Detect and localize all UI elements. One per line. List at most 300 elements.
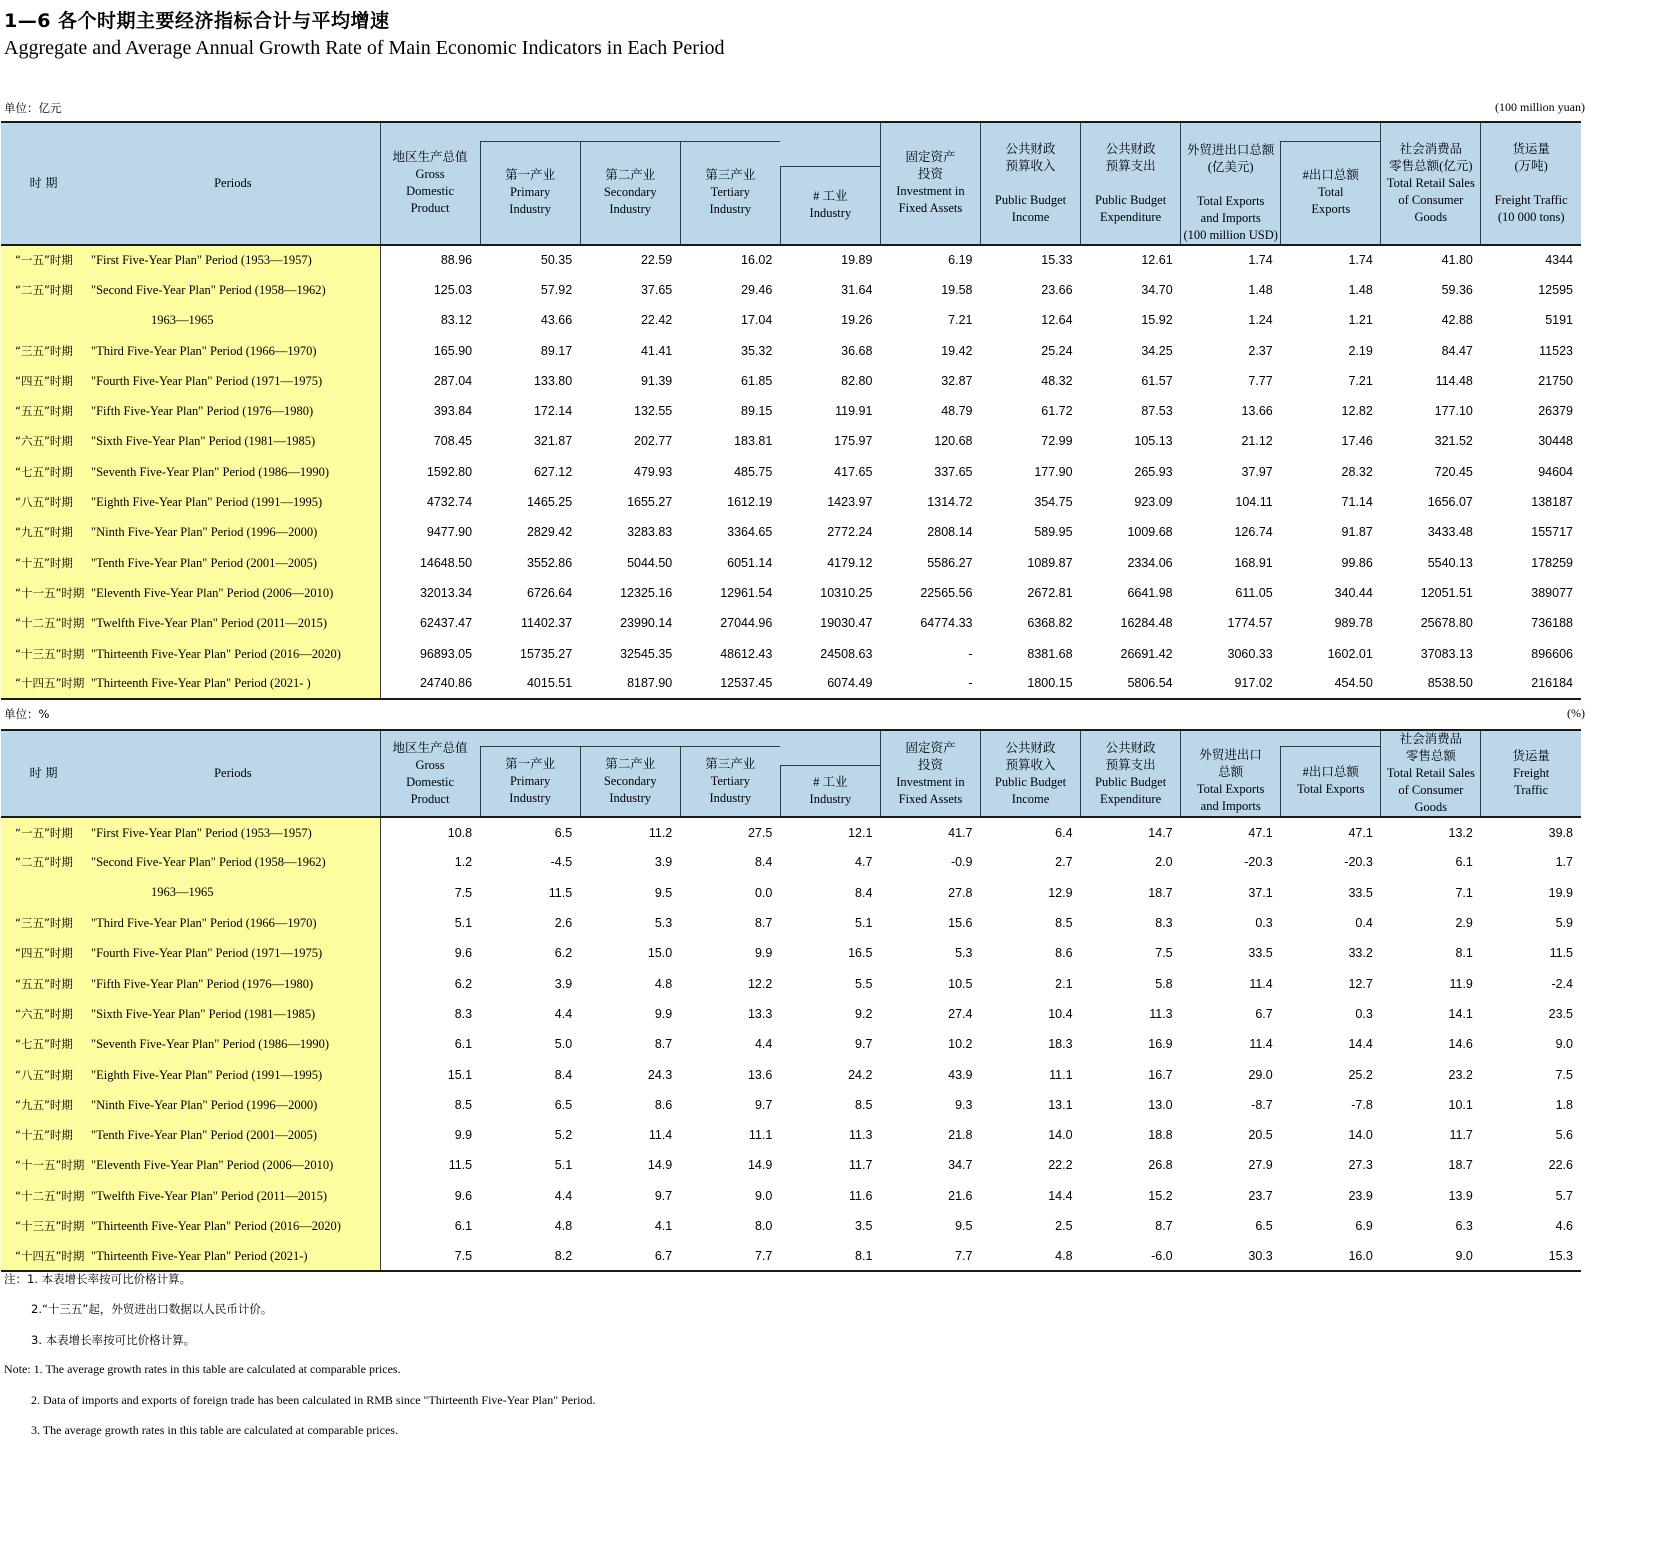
value-cell: 4.8: [654, 976, 673, 991]
value-cell: 1.48: [1348, 282, 1373, 297]
value-cell: 14.9: [747, 1158, 773, 1173]
value-cell: 177.90: [1034, 464, 1073, 479]
value-cell: 19.58: [941, 282, 973, 297]
header-industry: # 工业 Industry: [780, 167, 880, 245]
value-cell: 2808.14: [927, 525, 973, 540]
value-cell: 19.26: [841, 313, 873, 328]
value-cell: 178259: [1531, 555, 1573, 570]
value-cell: 20.5: [1248, 1128, 1273, 1143]
period-label-cn: “一五”时期: [15, 825, 73, 840]
value-cell: 13.0: [1148, 1097, 1173, 1112]
value-cell: 104.11: [1235, 495, 1273, 510]
value-cell: 1423.97: [827, 495, 873, 510]
period-cell: [1, 638, 380, 668]
table-row: [1, 275, 1581, 305]
period-label-en: "Eleventh Five-Year Plan" Period (2006—2010): [91, 1158, 334, 1173]
value-cell: 23.9: [1348, 1188, 1373, 1203]
table-row: [1, 1241, 1581, 1271]
value-cell: 23.5: [1548, 1006, 1573, 1021]
value-cell: 2.0: [1155, 855, 1173, 870]
value-cell: 2.19: [1348, 343, 1373, 358]
header-gdp: 地区生产总值 Gross Domestic Product: [380, 730, 480, 817]
value-cell: 57.92: [540, 282, 573, 297]
value-cell: 39.8: [1481, 817, 1581, 847]
value-cell: 23990.14: [620, 616, 673, 631]
value-cell: 989.78: [1334, 616, 1373, 631]
value-cell: 21.12: [1241, 434, 1273, 449]
value-cell: 12.61: [1081, 245, 1181, 275]
value-cell: 24.2: [848, 1067, 873, 1082]
header-budget-expenditure: 公共财政 预算支出 Public Budget Expenditure: [1081, 730, 1181, 817]
table-row: [1, 487, 1581, 517]
value-cell: 5.3: [654, 916, 673, 931]
value-cell: 165.90: [433, 343, 473, 358]
value-cell: 41.80: [1381, 245, 1481, 275]
value-cell: 1612.19: [727, 495, 773, 510]
value-cell: 13.6: [747, 1067, 773, 1082]
value-cell: -0.9: [950, 855, 973, 870]
value-cell: 10.1: [1448, 1097, 1473, 1112]
period-label-en: "Eighth Five-Year Plan" Period (1991—1995): [91, 495, 323, 510]
header-budget-income: 公共财政 预算收入 Public Budget Income: [980, 730, 1080, 817]
value-cell: 1314.72: [927, 495, 973, 510]
header-primary: 第一产业 Primary Industry: [480, 142, 580, 245]
value-cell: 7.7: [680, 1241, 780, 1271]
value-cell: 2.37: [1248, 343, 1273, 358]
value-cell: 2.5: [1055, 1219, 1073, 1233]
period-cell: [1, 335, 380, 365]
value-cell: 26691.42: [1120, 646, 1173, 661]
period-cell: [1, 1211, 380, 1241]
period-label-en: "First Five-Year Plan" Period (1953—1957): [91, 825, 312, 840]
table-row: [1, 1120, 1581, 1150]
header-secondary: 第二产业 Secondary Industry: [580, 142, 680, 245]
value-cell: 6.9: [1355, 1219, 1373, 1233]
value-cell: 12.9: [1048, 885, 1073, 900]
header-budget-income: 公共财政 预算收入 Public Budget Income: [980, 122, 1080, 245]
value-cell: 3433.48: [1427, 525, 1473, 540]
value-cell: 8.4: [754, 855, 773, 870]
value-cell: 923.09: [1134, 495, 1173, 510]
value-cell: 29.0: [1248, 1067, 1273, 1082]
value-cell: 50.35: [480, 245, 580, 275]
value-cell: 23.2: [1448, 1067, 1473, 1082]
value-cell: 11.7: [849, 1158, 873, 1173]
value-cell: 14.1: [1448, 1006, 1473, 1021]
value-cell: 1592.80: [426, 464, 473, 479]
value-cell: 15735.27: [520, 646, 573, 661]
value-cell: 9.7: [855, 1037, 873, 1052]
value-cell: 5.2: [554, 1128, 573, 1143]
period-cell: [1, 305, 380, 335]
value-cell: 8.5: [1055, 916, 1073, 931]
header-exports: #出口总额 Total Exports: [1281, 746, 1381, 817]
period-cell: [1, 1181, 380, 1211]
value-cell: 25.24: [1041, 343, 1073, 358]
period-cell: [1, 487, 380, 517]
value-cell: 5.0: [554, 1037, 573, 1052]
value-cell: 1.7: [1555, 855, 1573, 870]
value-cell: 22.6: [1548, 1158, 1573, 1173]
table-row: [1, 968, 1581, 998]
value-cell: 1009.68: [1127, 525, 1173, 540]
value-cell: 26.8: [1148, 1158, 1173, 1173]
value-cell: 6051.14: [727, 555, 773, 570]
period-label-cn: “五五”时期: [15, 404, 73, 419]
value-cell: 32545.35: [620, 646, 673, 661]
value-cell: 172.14: [533, 404, 573, 419]
value-cell: 8.5: [855, 1097, 873, 1112]
period-label-cn: “十一五”时期: [15, 1158, 85, 1173]
value-cell: 11.1: [1049, 1067, 1073, 1082]
value-cell: 2.1: [1055, 976, 1073, 991]
value-cell: 9.9: [654, 1006, 673, 1021]
value-cell: 9.5: [955, 1219, 973, 1233]
value-cell: 155717: [1531, 525, 1573, 540]
value-cell: 1656.07: [1427, 495, 1473, 510]
value-cell: 9.9: [454, 1128, 473, 1143]
table1-unit-cn: 单位：亿元: [4, 101, 62, 115]
value-cell: 3552.86: [526, 555, 573, 570]
period-cell: [1, 366, 380, 396]
period-label-cn: “十二五”时期: [15, 1188, 85, 1203]
value-cell: 48.79: [941, 404, 973, 419]
period-label-cn: “十四五”时期: [15, 1248, 85, 1263]
table1-body: [1, 245, 1581, 699]
table2-growth-rate: [1, 729, 1581, 1272]
value-cell: 14.6: [1448, 1037, 1473, 1052]
value-cell: 6.5: [1255, 1219, 1273, 1233]
value-cell: 5.1: [855, 916, 873, 931]
table-row: [1, 1211, 1581, 1241]
value-cell: -4.5: [550, 855, 573, 870]
period-cell: [1, 517, 380, 547]
value-cell: 720.45: [1434, 464, 1473, 479]
table-row: [1, 457, 1581, 487]
value-cell: 8.3: [1155, 916, 1173, 931]
value-cell: 6641.98: [1127, 585, 1173, 600]
value-cell: 265.93: [1134, 464, 1173, 479]
value-cell: 1602.01: [1327, 646, 1373, 661]
value-cell: 37.97: [1241, 464, 1273, 479]
period-cell: [1, 847, 380, 877]
value-cell: 5.1: [454, 916, 473, 931]
value-cell: 6.1: [454, 1037, 473, 1052]
table2-unit-cn: 单位：%: [4, 707, 50, 721]
value-cell: 96893.05: [419, 646, 473, 661]
table-row: [1, 1029, 1581, 1059]
value-cell: 6.3: [1455, 1219, 1473, 1233]
value-cell: 9.2: [855, 1006, 873, 1021]
period-label-en: "Third Five-Year Plan" Period (1966—1970): [91, 343, 317, 358]
period-label-en: "Fourth Five-Year Plan" Period (1971—1975): [91, 373, 323, 388]
value-cell: 24.3: [647, 1067, 673, 1082]
value-cell: 611.05: [1235, 585, 1273, 600]
value-cell: 59.36: [1441, 282, 1473, 297]
value-cell: 88.96: [380, 245, 480, 275]
value-cell: 22.59: [580, 245, 680, 275]
value-cell: 12051.51: [1420, 585, 1473, 600]
period-label-cn: “九五”时期: [15, 525, 73, 540]
period-label-en: 1963—1965: [151, 885, 214, 900]
value-cell: 589.95: [1034, 525, 1073, 540]
value-cell: 5.5: [855, 976, 873, 991]
value-cell: 11.5: [1549, 946, 1573, 961]
value-cell: 11.4: [648, 1128, 673, 1143]
value-cell: 13.2: [1381, 817, 1481, 847]
table-row: [1, 547, 1581, 577]
period-label-cn: “二五”时期: [15, 282, 73, 297]
value-cell: 35.32: [741, 343, 773, 358]
period-label-cn: “十二五”时期: [15, 616, 85, 631]
period-cell: [1, 578, 380, 608]
value-cell: 11.1: [748, 1128, 773, 1143]
value-cell: 5.3: [955, 946, 973, 961]
period-cell: [1, 457, 380, 487]
value-cell: 12537.45: [680, 669, 780, 699]
value-cell: 119.91: [835, 404, 873, 419]
table-row: [1, 305, 1581, 335]
value-cell: 26379: [1538, 404, 1573, 419]
period-label-en: "Tenth Five-Year Plan" Period (2001—2005): [91, 1128, 318, 1143]
header-period-en: Periods: [86, 730, 380, 817]
value-cell: 12.82: [1341, 404, 1373, 419]
value-cell: 22565.56: [920, 585, 973, 600]
value-cell: 3364.65: [727, 525, 773, 540]
value-cell: 337.65: [934, 464, 973, 479]
header-gdp: 地区生产总值 Gross Domestic Product: [380, 122, 480, 245]
period-cell: [1, 426, 380, 456]
value-cell: 4.1: [654, 1219, 673, 1233]
value-cell: 10.8: [380, 817, 480, 847]
value-cell: 15.0: [647, 946, 673, 961]
value-cell: -20.3: [1344, 855, 1373, 870]
table-row: [1, 366, 1581, 396]
note-cn-2: 2.“十三五”起，外贸进出口数据以人民币计价。: [31, 1302, 273, 1316]
value-cell: 89.17: [540, 343, 573, 358]
value-cell: 47.1: [1181, 817, 1281, 847]
value-cell: 3060.33: [1227, 646, 1273, 661]
value-cell: 133.80: [533, 373, 573, 388]
value-cell: 17.46: [1341, 434, 1373, 449]
value-cell: 4.8: [980, 1241, 1080, 1271]
value-cell: 12.7: [1348, 976, 1373, 991]
period-label-en: "Thirteenth Five-Year Plan" Period (2021- ): [91, 676, 311, 691]
period-label-en: "Tenth Five-Year Plan" Period (2001—2005): [91, 555, 318, 570]
value-cell: 27.5: [680, 817, 780, 847]
value-cell: 91.87: [1341, 525, 1373, 540]
value-cell: 11.4: [1249, 976, 1273, 991]
period-label-en: "Second Five-Year Plan" Period (1958—1962): [91, 855, 326, 870]
period-cell: [1, 999, 380, 1029]
table-row: [1, 1090, 1581, 1120]
value-cell: 2.6: [554, 916, 573, 931]
value-cell: 177.10: [1434, 404, 1473, 419]
page-title-en: Aggregate and Average Annual Growth Rate of Main Economic Indicators in Each Period: [4, 37, 725, 59]
value-cell: 11.9: [1449, 976, 1473, 991]
value-cell: 479.93: [634, 464, 673, 479]
period-label-en: "Seventh Five-Year Plan" Period (1986—1990): [91, 464, 330, 479]
period-label-en: "Thirteenth Five-Year Plan" Period (2016—2020): [91, 1219, 341, 1233]
header-fixed-assets: 固定资产 投资 Investment in Fixed Assets: [880, 122, 980, 245]
value-cell: 21.6: [948, 1188, 973, 1203]
value-cell: 9.3: [955, 1097, 973, 1112]
value-cell: 9.9: [754, 946, 773, 961]
value-cell: 5191: [1545, 313, 1573, 328]
period-label-en: "Twelfth Five-Year Plan" Period (2011—2015): [91, 616, 328, 631]
value-cell: 2.9: [1455, 916, 1473, 931]
value-cell: 8187.90: [580, 669, 680, 699]
table-row: [1, 999, 1581, 1029]
value-cell: 72.99: [1041, 434, 1073, 449]
period-label-cn: “六五”时期: [15, 434, 73, 449]
period-label-cn: “十五”时期: [15, 555, 73, 570]
value-cell: 7.7: [880, 1241, 980, 1271]
table-row: [1, 517, 1581, 547]
value-cell: 1.2: [454, 855, 473, 870]
value-cell: 31.64: [841, 282, 873, 297]
table-row: [1, 638, 1581, 668]
value-cell: 4.4: [554, 1188, 573, 1203]
table-row: [1, 817, 1581, 847]
period-label-cn: “十一五”时期: [15, 585, 85, 600]
note-en-2: 2. Data of imports and exports of foreign trade has been calculated in RMB since "Thirteenth Five-Year Plan" Period.: [31, 1393, 596, 1407]
value-cell: 2334.06: [1127, 555, 1173, 570]
value-cell: 32013.34: [419, 585, 473, 600]
value-cell: 6.5: [480, 817, 580, 847]
value-cell: 10.4: [1048, 1006, 1073, 1021]
value-cell: 216184: [1481, 669, 1581, 699]
value-cell: 42.88: [1441, 313, 1473, 328]
value-cell: 30.3: [1181, 1241, 1281, 1271]
header-freight: 货运量 Freight Traffic: [1481, 730, 1581, 817]
value-cell: 2772.24: [827, 525, 873, 540]
period-label-cn: “五五”时期: [15, 976, 73, 991]
value-cell: 10.2: [948, 1037, 973, 1052]
value-cell: 1089.87: [1027, 555, 1073, 570]
value-cell: 105.13: [1134, 434, 1173, 449]
value-cell: 27.3: [1348, 1158, 1373, 1173]
page-title-cn: 1—6 各个时期主要经济指标合计与平均增速: [4, 10, 390, 32]
value-cell: 83.12: [440, 313, 473, 328]
value-cell: 14.7: [1081, 817, 1181, 847]
value-cell: 9477.90: [426, 525, 473, 540]
table-row: [1, 878, 1581, 908]
value-cell: 202.77: [634, 434, 673, 449]
value-cell: 8.0: [754, 1219, 773, 1233]
value-cell: 8.6: [1055, 946, 1073, 961]
value-cell: 7.1: [1455, 885, 1473, 900]
value-cell: 6368.82: [1027, 616, 1073, 631]
value-cell: 321.87: [533, 434, 573, 449]
value-cell: 12.64: [1041, 313, 1073, 328]
header-trade-total: 外贸进出口 总额 Total Exports and Imports: [1181, 746, 1281, 817]
value-cell: 15.3: [1481, 1241, 1581, 1271]
note-cn-3: 3. 本表增长率按可比价格计算。: [31, 1333, 196, 1347]
value-cell: 4.4: [754, 1037, 773, 1052]
value-cell: 8.2: [480, 1241, 580, 1271]
value-cell: 18.8: [1148, 1128, 1173, 1143]
value-cell: 33.2: [1348, 946, 1373, 961]
value-cell: 7.5: [1155, 946, 1173, 961]
period-label-en: "Seventh Five-Year Plan" Period (1986—1990): [91, 1037, 330, 1052]
period-cell: [1, 878, 380, 908]
value-cell: 4.8: [554, 1219, 573, 1233]
value-cell: 9.0: [1555, 1037, 1573, 1052]
value-cell: 41.41: [640, 343, 673, 358]
value-cell: 5044.50: [627, 555, 673, 570]
value-cell: 91.39: [640, 373, 673, 388]
value-cell: 5.6: [1555, 1128, 1573, 1143]
table2-body: [1, 817, 1581, 1271]
table-row: [1, 608, 1581, 638]
value-cell: 48.32: [1041, 373, 1073, 388]
header-fixed-assets: 固定资产 投资 Investment in Fixed Assets: [880, 730, 980, 817]
value-cell: 24740.86: [380, 669, 480, 699]
value-cell: 15.6: [948, 916, 973, 931]
value-cell: 708.45: [433, 434, 473, 449]
header-period-cn: 时 期: [1, 122, 86, 245]
value-cell: 13.3: [747, 1006, 773, 1021]
value-cell: 14648.50: [419, 555, 473, 570]
value-cell: 4.4: [554, 1006, 573, 1021]
value-cell: 1.8: [1555, 1097, 1573, 1112]
value-cell: 87.53: [1141, 404, 1173, 419]
value-cell: 19.9: [1548, 885, 1573, 900]
value-cell: 14.0: [1048, 1128, 1073, 1143]
value-cell: 37.65: [640, 282, 673, 297]
table-row: [1, 1150, 1581, 1180]
header-budget-expenditure: 公共财政 预算支出 Public Budget Expenditure: [1081, 122, 1181, 245]
value-cell: 5.8: [1155, 976, 1173, 991]
header-period-en: Periods: [86, 122, 380, 245]
value-cell: 11.2: [580, 817, 680, 847]
value-cell: -8.7: [1251, 1097, 1273, 1112]
value-cell: 5.7: [1555, 1188, 1573, 1203]
period-label-cn: “十四五”时期: [15, 676, 85, 691]
period-cell: [1, 396, 380, 426]
value-cell: 11523: [1539, 343, 1573, 358]
value-cell: 13.9: [1448, 1188, 1473, 1203]
header-exports: #出口总额 Total Exports: [1281, 142, 1381, 245]
value-cell: 10.5: [948, 976, 973, 991]
period-cell: [1, 938, 380, 968]
value-cell: 120.68: [934, 434, 973, 449]
value-cell: 1800.15: [980, 669, 1080, 699]
value-cell: 11.5: [448, 1158, 473, 1173]
value-cell: 896606: [1531, 646, 1573, 661]
value-cell: 917.02: [1181, 669, 1281, 699]
value-cell: 16.7: [1148, 1067, 1173, 1082]
value-cell: -6.0: [1081, 1241, 1181, 1271]
period-label-en: "Eleventh Five-Year Plan" Period (2006—2010): [91, 585, 334, 600]
table-row: [1, 396, 1581, 426]
period-cell: [1, 275, 380, 305]
value-cell: 33.5: [1348, 885, 1373, 900]
value-cell: 13.1: [1048, 1097, 1073, 1112]
value-cell: 15.1: [447, 1067, 473, 1082]
value-cell: 6.4: [980, 817, 1080, 847]
value-cell: 8.6: [654, 1097, 673, 1112]
value-cell: 0.3: [1255, 916, 1273, 931]
value-cell: 1.74: [1281, 245, 1381, 275]
value-cell: 84.47: [1441, 343, 1473, 358]
period-label-cn: “七五”时期: [15, 1037, 73, 1052]
value-cell: 10310.25: [820, 585, 873, 600]
value-cell: 5540.13: [1427, 555, 1473, 570]
value-cell: 321.52: [1434, 434, 1473, 449]
value-cell: 8.5: [454, 1097, 473, 1112]
